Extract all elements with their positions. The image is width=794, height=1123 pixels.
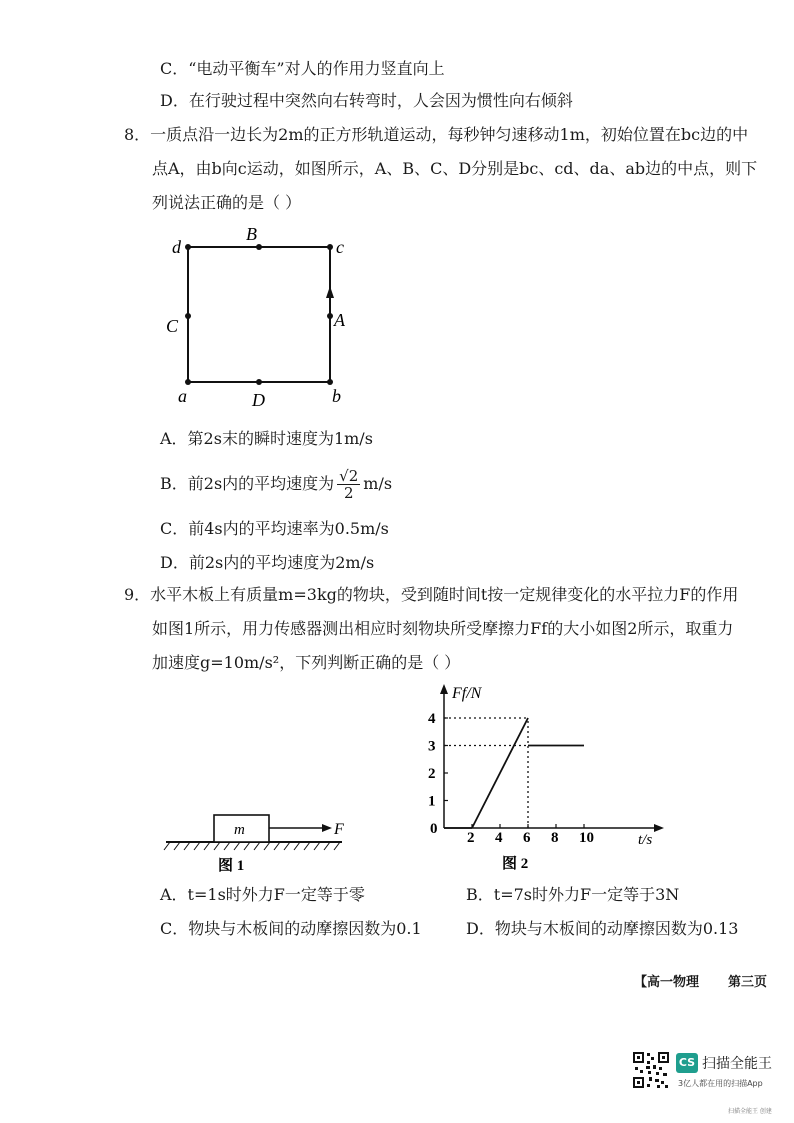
fraction-sqrt2-over-2 xyxy=(337,468,360,501)
q9-option-c: C．物块与木板间的动摩擦因数为0.1 xyxy=(160,919,422,938)
label-A: A xyxy=(334,310,345,330)
label-B: B xyxy=(246,224,257,244)
midpoint-A xyxy=(327,313,333,319)
board-hatching xyxy=(164,842,340,850)
fraction-numerator: √2 xyxy=(339,467,359,485)
q8-option-c: C．前4s内的平均速率为0.5m/s xyxy=(160,519,389,538)
x-tick-label: 6 xyxy=(523,830,531,846)
point-b xyxy=(327,379,333,385)
figure-2-caption: 图 2 xyxy=(502,856,529,872)
label-D: D xyxy=(252,390,265,410)
force-label: F xyxy=(334,821,344,838)
footer-page: 第三页 xyxy=(728,975,768,990)
point-c xyxy=(327,244,333,250)
midpoint-B xyxy=(256,244,262,250)
q8-stem-line-1: 8．一质点沿一边长为2m的正方形轨道运动，每秒钟匀速移动1m，初始位置在bc边的中 xyxy=(124,125,749,144)
block-label: m xyxy=(234,822,245,838)
x-axis-label: t/s xyxy=(638,832,653,848)
midpoint-D xyxy=(256,379,262,385)
square-track xyxy=(188,247,330,382)
camscanner-title: 扫描全能王 xyxy=(702,1056,772,1072)
q9-option-d: D．物块与木板间的动摩擦因数为0.13 xyxy=(466,919,739,938)
q8-stem-line-2: 点A，由b向c运动，如图所示，A、B、C、D分别是bc、cd、da、ab边的中点，则下 xyxy=(152,159,758,178)
footer-subject: 【高一物理 xyxy=(634,975,700,990)
y-axis-label: Ff/N xyxy=(452,685,482,702)
q7-option-d: D．在行驶过程中突然向右转弯时，人会因为惯性向右倾斜 xyxy=(160,91,573,110)
figure-1-block xyxy=(160,800,360,875)
arrow-right-icon xyxy=(322,824,332,832)
qr-code-icon xyxy=(632,1051,670,1089)
x-tick-label: 4 xyxy=(495,830,503,846)
label-a: a xyxy=(178,386,187,406)
y-tick-label: 2 xyxy=(428,766,436,782)
label-C: C xyxy=(166,316,179,336)
q9-option-a: A．t=1s时外力F一定等于零 xyxy=(160,885,365,904)
q9-stem-line-2: 如图1所示，用力传感器测出相应时刻物块所受摩擦力Ff的大小如图2所示，取重力 xyxy=(152,619,734,638)
q8-option-b xyxy=(160,464,392,504)
q9-stem-line-1: 9．水平木板上有质量m=3kg的物块，受到随时间t按一定规律变化的水平拉力F的作用 xyxy=(124,585,739,604)
square-track-figure xyxy=(160,220,360,415)
point-a xyxy=(185,379,191,385)
q8-option-d: D．前2s内的平均速度为2m/s xyxy=(160,553,375,572)
label-d: d xyxy=(172,237,181,257)
point-d xyxy=(185,244,191,250)
q9-option-b: B．t=7s时外力F一定等于3N xyxy=(466,885,680,904)
x-tick-label: 0 xyxy=(430,821,438,837)
y-tick-label: 1 xyxy=(428,793,436,810)
y-tick-label: 3 xyxy=(428,738,436,755)
direction-arrow-icon xyxy=(326,286,334,298)
label-c: c xyxy=(336,237,344,257)
x-tick-label: 2 xyxy=(467,830,475,846)
q7-option-c: C．“电动平衡车”对人的作用力竖直向上 xyxy=(160,59,445,78)
q8-option-b-text: B．前2s内的平均速度为 xyxy=(160,474,335,493)
camscanner-logo-icon: CS xyxy=(676,1053,698,1073)
q9-stem-line-3: 加速度g=10m/s²，下列判断正确的是（ ） xyxy=(152,653,461,672)
fraction-denominator: 2 xyxy=(343,484,354,502)
q8-option-b-unit: m/s xyxy=(363,474,393,493)
figure-2-chart xyxy=(410,678,670,876)
x-tick-label: 8 xyxy=(551,830,559,846)
x-tick-label: 10 xyxy=(579,830,594,846)
q8-stem-line-3: 列说法正确的是（ ） xyxy=(152,193,302,212)
series-line-segment xyxy=(472,718,528,828)
midpoint-C xyxy=(185,313,191,319)
q8-option-a: A．第2s末的瞬时速度为1m/s xyxy=(160,429,373,448)
figure-1-caption: 图 1 xyxy=(218,858,245,874)
y-tick-label: 4 xyxy=(428,711,436,727)
y-axis-arrow-icon xyxy=(440,684,448,694)
label-b: b xyxy=(332,386,341,406)
x-axis-arrow-icon xyxy=(654,824,664,832)
camscanner-subtitle: 3亿人都在用的扫描App xyxy=(678,1079,763,1088)
camscanner-created-note: 扫描全能王 创建 xyxy=(728,1108,772,1115)
